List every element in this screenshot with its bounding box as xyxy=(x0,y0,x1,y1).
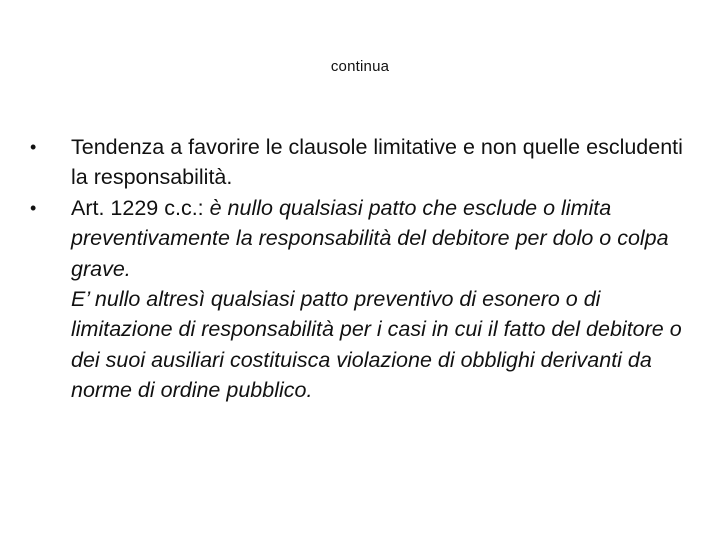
bullet-icon: • xyxy=(30,197,37,218)
bullet-item-2 xyxy=(30,193,690,284)
bullet-prefix: Art. 1229 c.c.: xyxy=(71,195,210,220)
slide-title: continua xyxy=(330,58,390,75)
bullet-icon: • xyxy=(30,137,37,157)
slide-content xyxy=(30,132,690,406)
bullet-text-1: Tendenza a favorire le clausole limitative e non quelle escludenti la responsabilità. xyxy=(71,135,683,190)
bullet-text-2: è nullo qualsiasi patto che esclude o limita preventivamente la responsabilità del debitore per dolo o colpa grave. xyxy=(71,195,669,281)
bullet-item-1 xyxy=(30,132,690,193)
continuation-paragraph: E’ nullo altresì qualsiasi patto preventivo di esonero o di limitazione di responsabilità per i casi in cui il fatto del debitore o dei suoi ausiliari costituisca violazione di obblighi derivanti da norme di ordine pubblico. xyxy=(71,287,682,403)
